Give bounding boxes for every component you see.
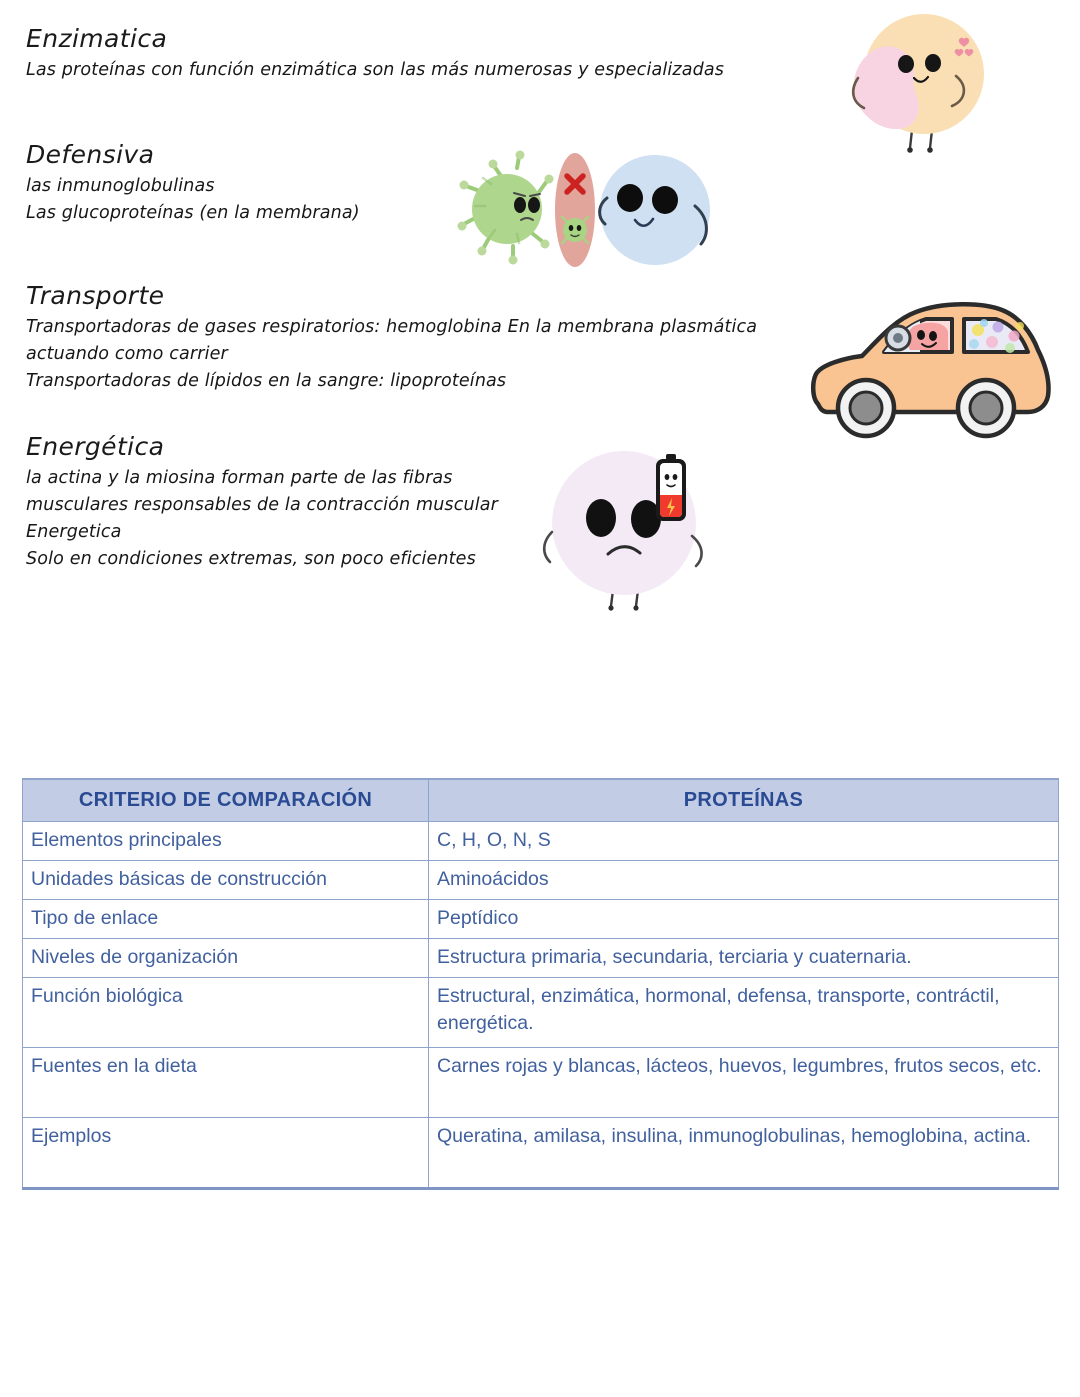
comparison-table: [22, 778, 1059, 1190]
section-energetica: [26, 432, 498, 573]
virus-eye-right: [528, 197, 540, 213]
shield-body: [555, 153, 595, 267]
note-line: Energetica: [26, 522, 122, 542]
table-row: [23, 861, 1059, 900]
row-label-elementos-principales: Elementos principales: [23, 822, 429, 861]
section-defensiva: [26, 140, 360, 227]
section-heading-energetica: Energética: [26, 432, 165, 461]
antibody-eye-left: [617, 184, 643, 212]
antibody-eye-right: [652, 186, 678, 214]
table-row: [23, 978, 1059, 1048]
section-transporte: [26, 281, 757, 395]
row-value-fuentes-en-la-dieta: Carnes rojas y blancas, lácteos, huevos, legumbres, frutos secos, etc.: [429, 1048, 1059, 1118]
antibody-body: [600, 155, 710, 265]
virus-eye-left: [514, 197, 526, 213]
virus-icon: [458, 151, 554, 265]
steering-wheel-icon: [886, 326, 910, 350]
row-label-fuentes-en-la-dieta: Fuentes en la dieta: [23, 1048, 429, 1118]
low-battery-icon: [656, 454, 686, 521]
energy-foot-right: [633, 605, 638, 610]
table-header-row: [23, 779, 1059, 822]
table-row: [23, 1048, 1059, 1118]
energy-foot-left: [608, 605, 613, 610]
row-label-unidades-basicas: Unidades básicas de construcción: [23, 861, 429, 900]
row-value-elementos-principales: C, H, O, N, S: [429, 822, 1059, 861]
enzyme-eye-right: [925, 54, 941, 72]
row-label-niveles-de-organizacion: Niveles de organización: [23, 939, 429, 978]
table-row: [23, 900, 1059, 939]
car-driver-character: [907, 323, 948, 350]
energy-eye-left: [586, 499, 616, 537]
table-row: [23, 1118, 1059, 1189]
note-line: las inmunoglobulinas: [26, 176, 215, 196]
table-row: [23, 939, 1059, 978]
driver-eye-left: [917, 330, 925, 340]
note-line: la actina y la miosina forman parte de las fibras: [26, 468, 453, 488]
row-label-tipo-de-enlace: Tipo de enlace: [23, 900, 429, 939]
column-header-proteinas: PROTEÍNAS: [429, 779, 1059, 822]
energy-blob-character-illustration: [538, 440, 738, 620]
section-body-energetica: [26, 465, 498, 573]
comparison-table-body: [23, 822, 1059, 1189]
section-body-defensiva: [26, 173, 360, 227]
note-line: Las glucoproteínas (en la membrana): [26, 203, 360, 223]
table-row: [23, 822, 1059, 861]
captured-virus-eye-right: [577, 225, 582, 231]
transport-car-illustration: [806, 286, 1068, 446]
note-line: actuando como carrier: [26, 344, 228, 364]
immune-defense-illustration: [455, 148, 735, 278]
row-value-ejemplos: Queratina, amilasa, insulina, inmunoglobulinas, hemoglobina, actina.: [429, 1118, 1059, 1189]
note-line: Solo en condiciones extremas, son poco eficientes: [26, 549, 476, 569]
section-body-enzimatica: [26, 57, 724, 84]
energy-arm-left: [544, 532, 552, 562]
column-header-criterio: CRITERIO DE COMPARACIÓN: [23, 779, 429, 822]
captured-virus-eye-left: [569, 225, 574, 231]
comparison-table-head: [23, 779, 1059, 822]
row-label-funcion-biologica: Función biológica: [23, 978, 429, 1048]
car-wheel-rear: [958, 380, 1014, 436]
driver-eye-right: [929, 331, 937, 341]
section-enzimatica: [26, 24, 724, 84]
row-value-unidades-basicas: Aminoácidos: [429, 861, 1059, 900]
note-line: Las proteínas con función enzimática son las más numerosas y especializadas: [26, 60, 724, 80]
enzyme-foot-left: [907, 147, 913, 153]
enzyme-blob-character-illustration: [826, 8, 1026, 156]
section-heading-enzimatica: Enzimatica: [26, 24, 168, 53]
note-line: Transportadoras de lípidos en la sangre: lipoproteínas: [26, 371, 507, 391]
enzyme-eye-left: [898, 55, 914, 73]
row-value-funcion-biologica: Estructural, enzimática, hormonal, defensa, transporte, contráctil, energética.: [429, 978, 1059, 1048]
membrane-shield-icon: [555, 153, 595, 267]
section-heading-transporte: Transporte: [26, 281, 165, 310]
section-body-transporte: [26, 314, 757, 395]
car-wheel-front: [838, 380, 894, 436]
section-heading-defensiva: Defensiva: [26, 140, 155, 169]
antibody-cell-character: [600, 155, 710, 265]
row-value-tipo-de-enlace: Peptídico: [429, 900, 1059, 939]
note-line: musculares responsables de la contracción muscular: [26, 495, 498, 515]
row-value-niveles-de-organizacion: Estructura primaria, secundaria, terciaria y cuaternaria.: [429, 939, 1059, 978]
note-line: Transportadoras de gases respiratorios: hemoglobina En la membrana plasmática: [26, 317, 758, 337]
row-label-ejemplos: Ejemplos: [23, 1118, 429, 1189]
enzyme-foot-right: [927, 147, 933, 153]
comparison-table-container: [22, 778, 1058, 1190]
